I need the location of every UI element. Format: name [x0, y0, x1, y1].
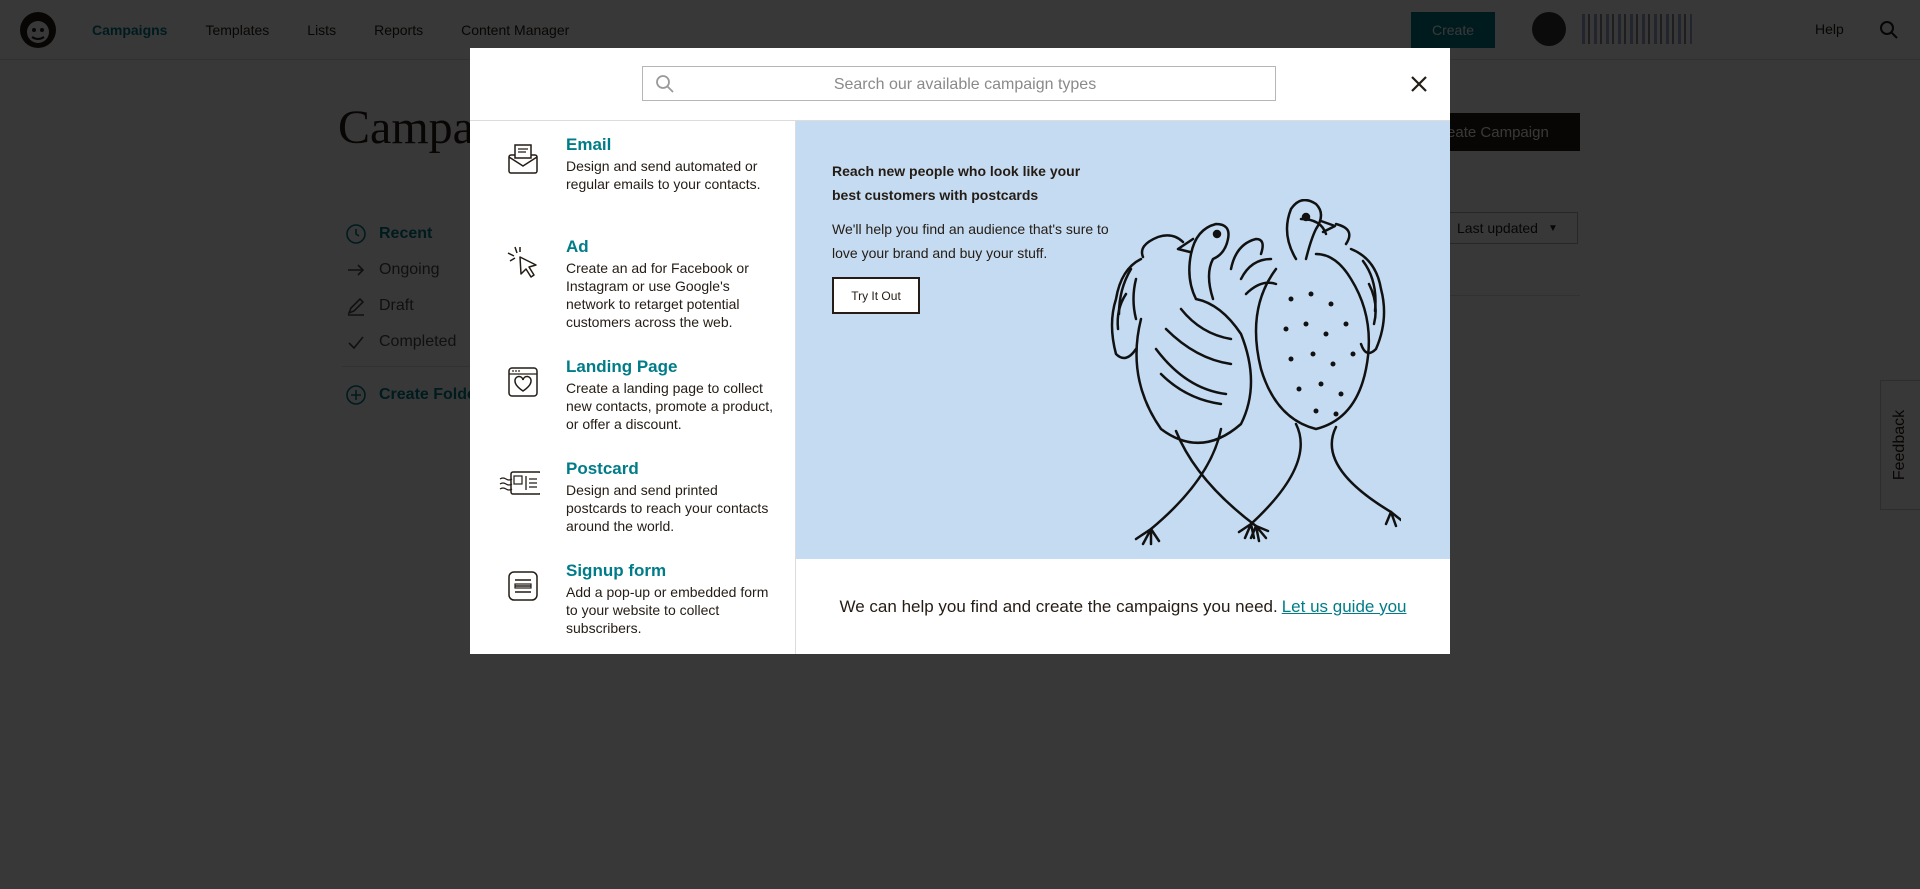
campaign-type-modal [470, 48, 1450, 654]
turkeys-illustration [1101, 199, 1401, 549]
promo-title: Reach new people who look like your best customers with postcards [832, 163, 1081, 203]
cursor-click-icon [506, 245, 540, 279]
campaign-type-description: Design and send automated or regular emails to your contacts. [566, 158, 761, 192]
campaign-type-email[interactable] [470, 135, 795, 221]
campaign-type-description: Create an ad for Facebook or Instagram or use Google's network to retarget potential customers across the web. [566, 260, 749, 330]
postcard-icon [494, 467, 540, 501]
campaign-type-title: Email [566, 135, 612, 154]
campaign-type-title: Ad [566, 237, 589, 256]
postcard-promo-panel [796, 121, 1450, 559]
try-it-out-button[interactable]: Try It Out [832, 277, 920, 314]
campaign-type-list [470, 121, 796, 654]
campaign-type-postcard[interactable] [470, 459, 795, 545]
campaign-type-title: Signup form [566, 561, 667, 580]
campaign-type-description: Design and send printed postcards to reach your contacts around the world. [566, 482, 769, 534]
browser-heart-icon [506, 365, 540, 399]
envelope-icon [506, 143, 540, 177]
campaign-type-description: Create a landing page to collect new contacts, promote a product, or offer a discount. [566, 380, 773, 432]
campaign-type-title: Landing Page [566, 357, 678, 376]
campaign-type-description: Add a pop-up or embedded form to your website to collect subscribers. [566, 584, 769, 636]
campaign-search-input[interactable] [683, 67, 1247, 102]
guide-link[interactable]: Let us guide you [1281, 596, 1407, 616]
modal-header [470, 48, 1450, 121]
campaign-type-title: Postcard [566, 459, 639, 478]
form-icon [506, 569, 540, 603]
campaign-type-signup-form[interactable] [470, 561, 795, 647]
search-icon [655, 74, 675, 94]
campaign-search-box [642, 66, 1276, 101]
guide-text: We can help you find and create the campaigns you need. [839, 596, 1278, 616]
guide-footer [796, 559, 1450, 654]
campaign-type-landing-page[interactable] [470, 357, 795, 443]
close-icon[interactable] [1405, 70, 1433, 98]
promo-body: We'll help you find an audience that's sure to love your brand and buy your stuff. [832, 221, 1109, 261]
campaign-type-ad[interactable] [470, 237, 795, 343]
